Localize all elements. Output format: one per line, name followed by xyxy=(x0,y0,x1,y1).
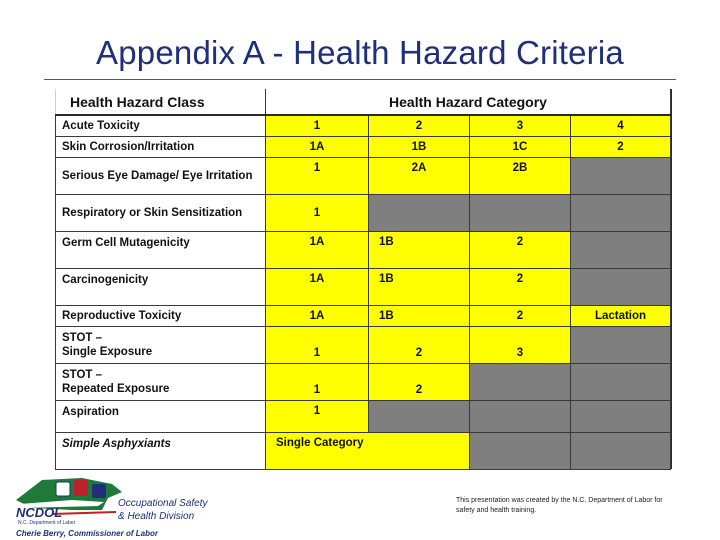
empty-cell xyxy=(571,194,671,231)
logo-osh-line2: & Health Division xyxy=(118,511,195,522)
cell: 1A xyxy=(266,136,369,157)
logo-osh-line1: Occupational Safety xyxy=(118,498,208,509)
empty-cell xyxy=(470,194,571,231)
footer-note: This presentation was created by the N.C. Department of Labor for safety and health training. xyxy=(456,497,663,514)
table-row xyxy=(56,136,671,157)
cell: 1 xyxy=(266,400,369,432)
table-row xyxy=(56,326,671,363)
row-label: Skin Corrosion/Irritation xyxy=(56,136,266,157)
cell: 1 xyxy=(266,363,369,400)
row-label: Germ Cell Mutagenicity xyxy=(56,231,266,268)
row-label-line: STOT – xyxy=(62,368,103,381)
table-row xyxy=(56,157,671,194)
cell: 1B xyxy=(369,136,470,157)
hazard-table xyxy=(55,89,671,470)
table-row xyxy=(56,363,671,400)
cell: 1A xyxy=(266,231,369,268)
row-label-line: Repeated Exposure xyxy=(62,382,170,395)
hazard-table-container xyxy=(55,89,672,469)
cell: 1 xyxy=(266,326,369,363)
table-row xyxy=(56,400,671,432)
empty-cell xyxy=(571,326,671,363)
table-row xyxy=(56,115,671,136)
cell: 2 xyxy=(369,363,470,400)
logo-department-text: N.C. Department of Labor xyxy=(18,520,76,526)
logo-commissioner: Cherie Berry, Commissioner of Labor xyxy=(16,529,158,538)
row-label xyxy=(56,363,266,400)
cell: 3 xyxy=(470,326,571,363)
table-row xyxy=(56,268,671,305)
header-hazard-class: Health Hazard Class xyxy=(56,89,266,115)
cell: 3 xyxy=(470,115,571,136)
title-divider xyxy=(44,79,676,80)
cell: 2 xyxy=(470,231,571,268)
table-row xyxy=(56,194,671,231)
cell: Lactation xyxy=(571,305,671,326)
cell: 1A xyxy=(266,268,369,305)
row-label-line: STOT – xyxy=(62,331,103,344)
header-hazard-category: Health Hazard Category xyxy=(266,89,671,115)
empty-cell xyxy=(571,231,671,268)
slide-title: Appendix A - Health Hazard Criteria xyxy=(96,34,624,71)
table-row xyxy=(56,231,671,268)
row-label-line: Single Exposure xyxy=(62,345,153,358)
cell: 1B xyxy=(369,231,470,268)
cell: 1A xyxy=(266,305,369,326)
empty-cell xyxy=(369,400,470,432)
cell: 4 xyxy=(571,115,671,136)
cell: 2B xyxy=(470,157,571,194)
table-header-row xyxy=(56,89,671,115)
empty-cell xyxy=(571,157,671,194)
cell: 1B xyxy=(369,268,470,305)
cell: 2 xyxy=(571,136,671,157)
empty-cell xyxy=(571,432,671,469)
cell: 1C xyxy=(470,136,571,157)
empty-cell xyxy=(470,400,571,432)
row-label: Reproductive Toxicity xyxy=(56,305,266,326)
empty-cell xyxy=(470,432,571,469)
empty-cell xyxy=(369,194,470,231)
cell: 2 xyxy=(470,305,571,326)
row-label: Acute Toxicity xyxy=(56,115,266,136)
row-label: Respiratory or Skin Sensitization xyxy=(56,194,266,231)
table-row xyxy=(56,305,671,326)
cell-single-category: Single Category xyxy=(266,432,470,469)
empty-cell xyxy=(571,363,671,400)
empty-cell xyxy=(571,400,671,432)
empty-cell xyxy=(470,363,571,400)
cell: 2 xyxy=(369,326,470,363)
table-row xyxy=(56,432,671,469)
cell: 2 xyxy=(369,115,470,136)
cell: 1 xyxy=(266,194,369,231)
row-label: Aspiration xyxy=(56,400,266,432)
row-label xyxy=(56,326,266,363)
row-label: Serious Eye Damage/ Eye Irritation xyxy=(56,157,266,194)
row-label: Carcinogenicity xyxy=(56,268,266,305)
row-label: Simple Asphyxiants xyxy=(56,432,266,469)
cell: 2 xyxy=(470,268,571,305)
cell: 1 xyxy=(266,115,369,136)
empty-cell xyxy=(571,268,671,305)
cell: 1B xyxy=(369,305,470,326)
cell: 1 xyxy=(266,157,369,194)
logo-ncdol-text: NCDOL xyxy=(16,505,63,520)
cell: 2A xyxy=(369,157,470,194)
